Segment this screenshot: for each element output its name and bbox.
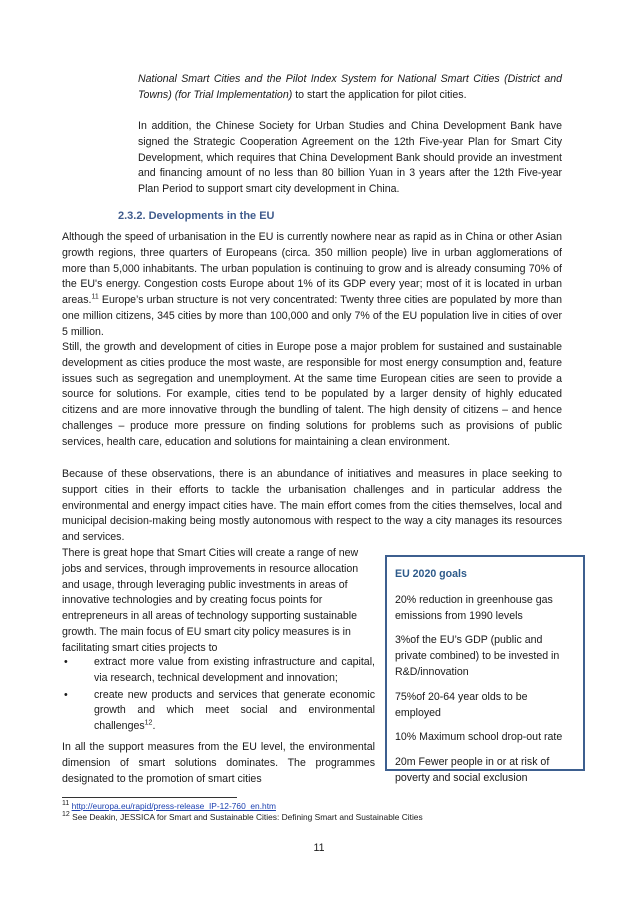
footnote-link[interactable]: http://europa.eu/rapid/press-release_IP-12-760_en.htm	[71, 801, 276, 811]
goal-item: 20m Fewer people in or at risk of poverty and social exclusion	[395, 756, 550, 784]
goal-item: 10% Maximum school drop-out rate	[395, 731, 563, 744]
section-paragraph-1	[62, 230, 562, 341]
footnote-ref-12[interactable]: 12	[144, 719, 153, 727]
goals-box-title: EU 2020 goals	[395, 568, 467, 580]
footnote-divider	[62, 797, 237, 798]
footnote-ref-11[interactable]: 11	[91, 293, 99, 301]
bullet-icon: •	[64, 688, 68, 701]
goal-item: 20% reduction in greenhouse gas emissions from 1990 levels	[395, 593, 553, 622]
p1-part-a: Although the speed of urbanisation in the EU is currently nowhere near as rapid as in China or other Asian growth regions, three quarters of Europeans (circa. 350 million people) live in urban agglomerations of more than 5,000 inhabitants. The urban population is continuing to grow and is already consuming 70% of the EU's energy. Congestion costs Europe about 1% of its GDP every year; most of it is located in urban areas.	[62, 231, 562, 307]
bullet-item	[62, 688, 375, 735]
footnote-number: 12	[62, 811, 70, 819]
measures-bullet-list	[62, 655, 375, 735]
footnote-number: 11	[62, 800, 70, 808]
section-heading: 2.3.2. Developments in the EU	[118, 210, 275, 222]
bullet-icon: •	[64, 656, 68, 668]
intro-paragraph-2: In addition, the Chinese Society for Urban Studies and China Development Bank have signed the Strategic Cooperation Agreement on the 12th Five-year Plan for Smart City Development, which requires that China Development Bank should provide an investment and financing amount of no less than 80 billion Yuan in 3 years after the 12th Five-year Plan Period to support smart city development in China.	[138, 120, 562, 196]
section-paragraph-5: In all the support measures from the EU level, the environmental dimension of smart solutions dominates. The programmes designated to the promotion of smart cities	[62, 741, 375, 785]
page-number: 11	[313, 842, 325, 854]
bullet-text: create new products and services that generate economic growth and which meet social and environmental challenges	[94, 688, 375, 733]
bullet-end: .	[152, 720, 156, 733]
intro-title-italic: National Smart Cities and the Pilot Index System for National Smart Cities (District and Towns) (for Trial Implementation)	[138, 73, 562, 101]
footnote-12	[62, 812, 423, 823]
goals-box	[385, 555, 585, 784]
intro-p1-rest: to start the application for pilot cities.	[292, 88, 467, 101]
intro-paragraph-1	[138, 72, 562, 104]
footnote-11	[62, 801, 276, 812]
bullet-item	[62, 655, 375, 687]
section-paragraph-4: There is great hope that Smart Cities will create a range of new jobs and services, through improvements in resource allocation and usage, through leveraging public investments in areas of innovative technologies and by creating focus points for entrepreneurs in all areas of technology supporting sustainable growth. The main focus of EU smart city policy measures is in facilitating smart cities projects to	[62, 547, 359, 654]
bullet-text: extract more value from existing infrastructure and capital, via research, technical development and innovation;	[94, 656, 375, 684]
section-paragraph-2: Still, the growth and development of cities in Europe pose a major problem for sustained and sustainable development as cities produce the most waste, are responsible for most energy consumption and, feature issues such as segregation and unemployment. At the same time European cities are seen to provide a source for solutions. For example, cities tend to be populated by a larger density of highly educated citizens and are more innovative through the bundling of talent. The high density of citizens – and hence challenges – produce more pressure on finding solutions for problems such as provisions of public services, health care, education and solutions for maintaining a clean environment.	[62, 341, 562, 448]
goal-item: 75%of 20-64 year olds to be employed	[395, 690, 528, 719]
goal-item: 3%of the EU’s GDP (public and private combined) to be invested in R&D/innovation	[395, 634, 560, 678]
p1-part-b: Europe’s urban structure is not very concentrated: Twenty three cities are populated by more than one million citizens, 345 cities by more than 100,000 and only 7% of the EU population live in cities of over 5 million.	[62, 294, 562, 338]
footnote-text: See Deakin, JESSICA for Smart and Sustainable Cities: Defining Smart and Sustainable Cities	[69, 812, 423, 822]
section-paragraph-3: Because of these observations, there is an abundance of initiatives and measures in place seeking to support cities in their efforts to tackle the urbanisation challenges and in particular address the environmental and energy impact cities have. The main effort comes from the cities themselves, local and municipal decision-making being mostly autonomous with respect to the way a city manages its resources and services.	[62, 468, 562, 544]
